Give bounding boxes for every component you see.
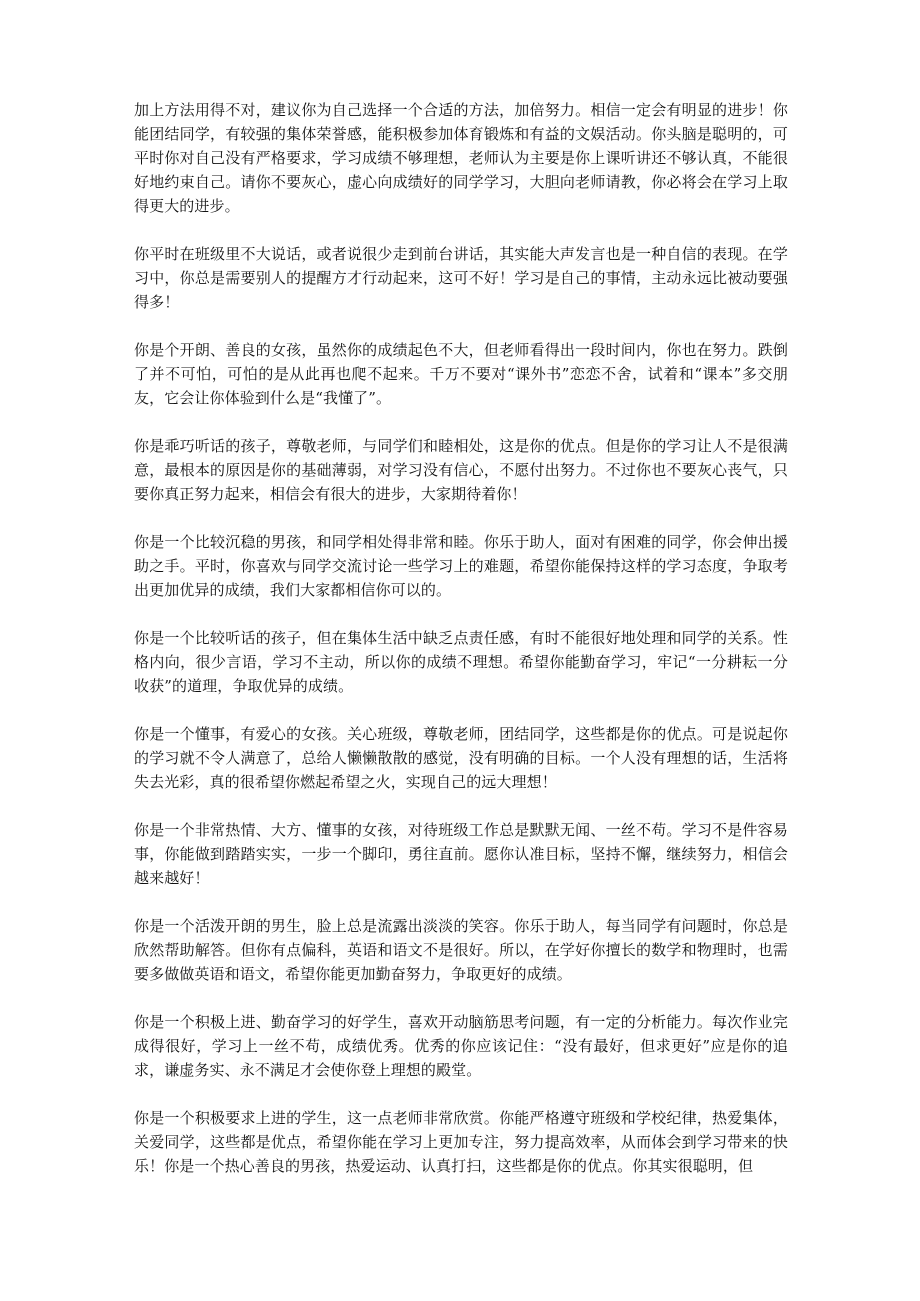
paragraph-8: 你是一个非常热情、大方、懂事的女孩，对待班级工作总是默默无闻、一丝不苟。学习不是件容易事，你能做到踏踏实实，一步一个脚印，勇往直前。愿你认准目标，坚持不懈，继续努力，相信会越来越好！ [134, 821, 788, 887]
paragraph-5: 你是一个比较沉稳的男孩，和同学相处得非常和睦。你乐于助人，面对有困难的同学，你会伸出援助之手。平时，你喜欢与同学交流讨论一些学习上的难题，希望你能保持这样的学习态度，争取考出更加优异的成绩，我们大家都相信你可以的。 [134, 533, 788, 599]
document-page [134, 98, 788, 1178]
paragraph-9: 你是一个活泼开朗的男生，脸上总是流露出淡淡的笑容。你乐于助人，每当同学有问题时，你总是欣然帮助解答。但你有点偏科，英语和语文不是很好。所以，在学好你擅长的数学和物理时，也需要多做做英语和语文，希望你能更加勤奋努力，争取更好的成绩。 [134, 917, 788, 983]
paragraph-2: 你平时在班级里不大说话，或者说很少走到前台讲话，其实能大声发言也是一种自信的表现。在学习中，你总是需要别人的提醒方才行动起来，这可不好！学习是自己的事情，主动永远比被动要强得多！ [134, 245, 788, 311]
paragraph-6: 你是一个比较听话的孩子，但在集体生活中缺乏点责任感，有时不能很好地处理和同学的关系。性格内向，很少言语，学习不主动，所以你的成绩不理想。希望你能勤奋学习，牢记“一分耕耘一分收获”的道理，争取优异的成绩。 [134, 629, 788, 695]
paragraph-1: 加上方法用得不对，建议你为自己选择一个合适的方法，加倍努力。相信一定会有明显的进步！你能团结同学，有较强的集体荣誉感，能积极参加体育锻炼和有益的文娱活动。你头脑是聪明的，可平时你对自己没有严格要求，学习成绩不够理想，老师认为主要是你上课听讲还不够认真，不能很好地约束自己。请你不要灰心，虚心向成绩好的同学学习，大胆向老师请教，你必将会在学习上取得更大的进步。 [134, 101, 788, 215]
paragraph-3: 你是个开朗、善良的女孩，虽然你的成绩起色不大，但老师看得出一段时间内，你也在努力。跌倒了并不可怕，可怕的是从此再也爬不起来。千万不要对“课外书”恋恋不舍，试着和“课本”多交朋友，它会让你体验到什么是“我懂了”。 [134, 341, 788, 407]
paragraph-7: 你是一个懂事，有爱心的女孩。关心班级，尊敬老师，团结同学，这些都是你的优点。可是说起你的学习就不令人满意了，总给人懒懒散散的感觉，没有明确的目标。一个人没有理想的话，生活将失去光彩，真的很希望你燃起希望之火，实现自己的远大理想！ [134, 725, 788, 791]
paragraph-4: 你是乖巧听话的孩子，尊敬老师，与同学们和睦相处，这是你的优点。但是你的学习让人不是很满意，最根本的原因是你的基础薄弱，对学习没有信心，不愿付出努力。不过你也不要灰心丧气，只要你真正努力起来，相信会有很大的进步，大家期待着你！ [134, 437, 788, 503]
paragraph-11: 你是一个积极要求上进的学生，这一点老师非常欣赏。你能严格遵守班级和学校纪律，热爱集体，关爱同学，这些都是优点，希望你能在学习上更加专注，努力提高效率，从而体会到学习带来的快乐！你是一个热心善良的男孩，热爱运动、认真打扫，这些都是你的优点。你其实很聪明，但 [134, 1109, 788, 1175]
paragraph-10: 你是一个积极上进、勤奋学习的好学生，喜欢开动脑筋思考问题，有一定的分析能力。每次作业完成得很好，学习上一丝不苟，成绩优秀。优秀的你应该记住：“没有最好，但求更好”应是你的追求，谦虚务实、永不满足才会使你登上理想的殿堂。 [134, 1013, 788, 1079]
